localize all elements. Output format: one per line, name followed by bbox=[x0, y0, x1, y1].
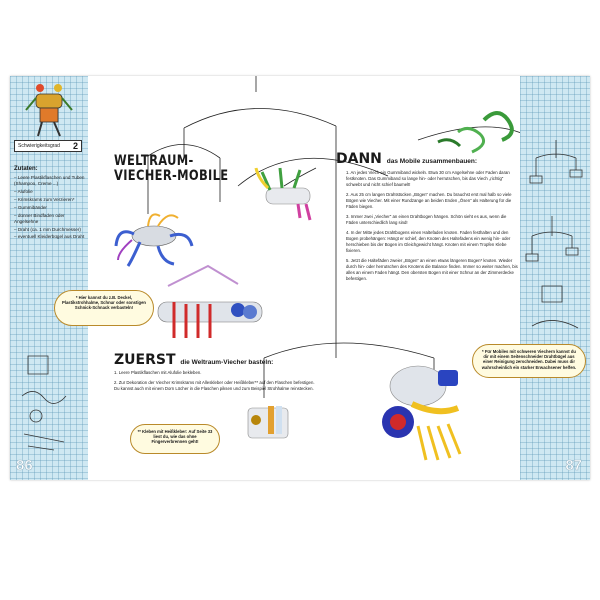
dann-heading-rest: das Mobile zusammenbauen: bbox=[386, 158, 478, 165]
dann-heading bbox=[336, 151, 477, 167]
dann-step: 2. Aus 25 cm langen Drahtstücken „Bögen“ machen. Du brauchst erst mal halb so viele Bögen wie Viecher. Mit einer Rundzange an beiden Enden „Ösen“ als Halterung für die Fäden biegen. bbox=[346, 192, 512, 209]
ingredients-title: Zutaten: bbox=[14, 166, 38, 172]
note-bubble-krimskrams: * Hier kannst du z.B. Deckel, Plastikstrohhalme, Schnur oder sonstigen Schnick-Schnack verbasteln! bbox=[54, 290, 154, 326]
zuerst-heading-rest: die Weltraum-Viecher basteln: bbox=[180, 359, 274, 366]
dann-step: 4. In der Mitte jedes Drahtbogens einen Haltefaden knoten. Faden festhalten und den Bogen probehängen: Hängt er schief, den Knoten des Haltefadens ein wenig hin- oder herschieben bis der Bogen im Gleichgewicht hängt. Knoten mit einem Tropfen Klebe fixieren. bbox=[346, 230, 511, 253]
difficulty-label: Schwierigkeitsgrad bbox=[18, 143, 60, 149]
difficulty-badge bbox=[14, 140, 82, 152]
note-bubble-mobiles: * Für Mobiles mit schweren Viechern kannst du dir mit einem Seitenschneider Drahtbügel aus einer Reinigung zerschneiden. Dabei muss dir wahrscheinlich ein starker Erwachsener helfen. bbox=[472, 344, 586, 378]
page-number-right: 87 bbox=[565, 457, 582, 474]
sketch-tools-illustration bbox=[14, 346, 84, 456]
page-number-left: 86 bbox=[16, 457, 33, 474]
dann-step: 5. Jetzt die Haltefäden zweier „Bögen“ an einen etwas längeren Bogen* knoten. Wieder durch hin- oder herrutschen des Knotens die Balance finden. Immer so weiter machen, bis alles an einem Faden hängt. Den obersten Bogen mit einer Schnur an der Zimmerdecke befestigen. bbox=[346, 258, 518, 281]
creature-blue-legs bbox=[116, 214, 192, 266]
dann-step: 3. Immer zwei „Viecher“ an einen Drahtbogen hängen. Schön sieht es aus, wenn die Fäden unterschiedlich lang sind! bbox=[346, 214, 507, 225]
left-grid-strip bbox=[10, 76, 88, 480]
ingredient-item: – Alufolie bbox=[14, 189, 33, 195]
zuerst-heading bbox=[114, 352, 273, 368]
dann-heading-word: DANN bbox=[336, 151, 382, 167]
title-line-2: VIECHER-MOBILE bbox=[114, 168, 229, 184]
creature-small-bottles bbox=[248, 406, 288, 438]
mobile-sketch-illustration bbox=[522, 136, 588, 346]
ingredients-list bbox=[14, 166, 86, 242]
robot-figure-illustration bbox=[20, 80, 80, 138]
ingredient-item: – Krimskrams zum Verzieren* bbox=[14, 197, 75, 202]
zuerst-step: 1. Leere Plastikflaschen mit Alufolie bekleben. bbox=[114, 370, 202, 375]
ingredient-item: – eventuell Kleiderbügel aus Draht bbox=[14, 234, 85, 240]
difficulty-value: 2 bbox=[72, 141, 78, 151]
note-bubble-heisskleber: ** Kleben mit Heißkleber: Auf Seite 33 liest du, wie das ohne Fingerverbrennen geht! bbox=[130, 424, 220, 454]
ingredient-item: – Draht (ca. 1 mm Durchmesser) bbox=[14, 226, 81, 232]
ingredient-item: – Leere Plastikflaschen und Tuben (Shampoo, Creme ...) bbox=[14, 175, 85, 187]
dann-steps bbox=[346, 170, 518, 286]
dann-step: 1. An jedes Viech ein Gummiband wickeln. Etwa 30 cm Angelsehne oder Faden daran festknoten. Das Gummiband so lange hin- oder herrutschen, bis das Viech „richtig“ schwebt und nicht schief baumelt! bbox=[346, 170, 510, 187]
creature-blue-big bbox=[382, 366, 460, 460]
zuerst-step: 2. Zur Dekoration der Viecher Krimskrams mit Alleskleber oder Heißkleber** auf den Flaschen befestigen. Du kannst auch mit einem Dorn Löcher in die Flaschen piksen und zum Beispiel Strohhalme reinstecken. bbox=[114, 380, 315, 391]
ingredient-item: – Gummibänder bbox=[14, 204, 47, 210]
zuerst-heading-word: ZUERST bbox=[114, 352, 176, 368]
creature-green-yellow bbox=[256, 168, 310, 220]
book-spread bbox=[10, 76, 590, 480]
ingredient-item: – dünner Bindfaden oder Angelsehne bbox=[14, 212, 65, 224]
right-grid-strip bbox=[520, 76, 590, 480]
creature-green-coils bbox=[438, 113, 512, 152]
page-title bbox=[114, 154, 228, 184]
zuerst-steps bbox=[114, 370, 320, 396]
title-line-1: WELTRAUM- bbox=[114, 153, 194, 169]
creature-red-striped bbox=[158, 266, 262, 338]
